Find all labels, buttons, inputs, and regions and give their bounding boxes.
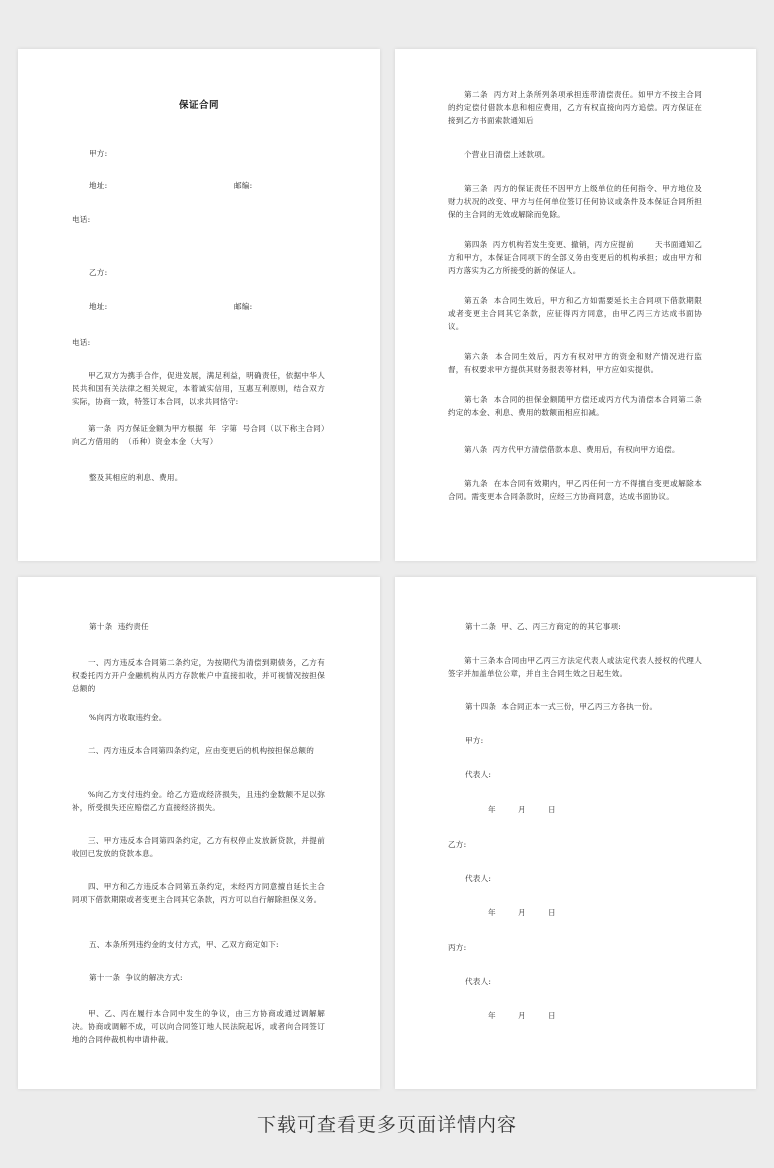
signature-party-c-label: 丙方: bbox=[448, 943, 467, 952]
document-page-4 bbox=[395, 577, 756, 1089]
article-9: 第九条 在本合同有效期内，甲乙丙任何一方不得擅自变更或解除本合同。需变更本合同条款时，应经三方协商同意，达成书面协议。 bbox=[448, 479, 702, 501]
article-10-clause-2: 二、丙方违反本合同第四条约定，应由变更后的机构按担保总额的 bbox=[88, 746, 315, 755]
party-b-label: 乙方: bbox=[89, 268, 108, 277]
party-a-postcode-label: 邮编: bbox=[234, 181, 253, 190]
article-11-title: 第十一条 争议的解决方式: bbox=[89, 973, 183, 982]
article-10-clause-5: 五、本条所列违约金的支付方式，甲、乙双方商定如下: bbox=[89, 940, 279, 949]
document-page-2 bbox=[395, 49, 756, 561]
party-b-postcode-label: 邮编: bbox=[234, 302, 253, 311]
article-13: 第十三条本合同由甲乙丙三方法定代表人或法定代表人授权的代理人签字并加盖单位公章，并自主合同生效之日起生效。 bbox=[448, 656, 702, 678]
party-a-date-year: 年 bbox=[488, 805, 496, 814]
party-b-date-year: 年 bbox=[488, 908, 496, 917]
party-a-label: 甲方: bbox=[89, 149, 108, 158]
article-5: 第五条 本合同生效后，甲方和乙方如需要延长主合同项下借款期限或者变更主合同其它条款，应征得丙方同意，由甲乙丙三方达成书面协议。 bbox=[448, 296, 702, 331]
article-6: 第六条 本合同生效后，丙方有权对甲方的资金和财产情况进行监督，有权要求甲方提供其财务报表等材料，甲方应如实提供。 bbox=[448, 352, 702, 374]
party-c-date-day: 日 bbox=[548, 1011, 556, 1020]
article-10-clause-2-continuation: %向乙方支付违约金。给乙方造成经济损失，且违约金数额不足以弥补，所受损失还应赔偿乙方直接经济损失。 bbox=[72, 790, 325, 812]
party-a-date-month: 月 bbox=[518, 805, 526, 814]
article-10-clause-4: 四、甲方和乙方违反本合同第五条约定，未经丙方同意擅自延长主合同项下借款期限或者变更主合同其它条款，丙方可以自行解除担保义务。 bbox=[72, 882, 325, 904]
article-3: 第三条 丙方的保证责任不因甲方上级单位的任何指令、甲方地位及财力状况的改变、甲方与任何单位签订任何协议或条件及本保证合同所担保的主合同的无效或解除而免除。 bbox=[448, 184, 702, 219]
party-b-address-label: 地址: bbox=[89, 302, 108, 311]
article-10-clause-1-continuation: %向丙方收取违约金。 bbox=[89, 713, 167, 722]
party-b-phone-label: 电话: bbox=[72, 338, 91, 347]
download-more-pages-caption: 下载可查看更多页面详情内容 bbox=[256, 1114, 517, 1136]
article-1-continuation: 整及其相应的利息、费用。 bbox=[89, 473, 183, 482]
article-4: 第四条 丙方机构若发生变更、撤销，丙方应提前 天书面通知乙方和甲方，本保证合同项下的全部义务由变更后的机构承担；或由甲方和丙方落实为乙方所接受的新的保证人。 bbox=[448, 240, 702, 275]
article-10-clause-1: 一、丙方违反本合同第二条约定，为按期代为清偿到期债务，乙方有权委托丙方开户金融机构从丙方存款帐户中直接扣收，并可视情况按担保总额的 bbox=[72, 658, 325, 693]
article-10-clause-3: 三、甲方违反本合同第四条约定，乙方有权停止发放新贷款，并提前收回已发放的贷款本息。 bbox=[72, 836, 325, 858]
document-page-3 bbox=[18, 577, 380, 1089]
party-a-address-label: 地址: bbox=[89, 181, 108, 190]
intro-paragraph: 甲乙双方为携手合作，促进发展，满足利益，明确责任，依据中华人民共和国有关法律之相关规定，本着诚实信用，互惠互利原则，结合双方实际，协商一致，特签订本合同，以求共同恪守: bbox=[72, 371, 325, 406]
article-2: 第二条 丙方对上条所列条项承担连带清偿责任。如甲方不按主合同的约定偿付借款本息和相应费用，乙方有权直接向丙方追偿。丙方保证在接到乙方书面索款通知后 bbox=[448, 90, 702, 125]
article-12: 第十二条 甲、乙、丙三方商定的的其它事项: bbox=[465, 622, 622, 631]
party-b-date-day: 日 bbox=[548, 908, 556, 917]
document-page-1 bbox=[18, 49, 380, 561]
signature-party-b-label: 乙方: bbox=[448, 840, 467, 849]
party-b-date-month: 月 bbox=[518, 908, 526, 917]
party-c-date-month: 月 bbox=[518, 1011, 526, 1020]
article-1: 第一条 丙方保证金额为甲方根据 年 字第 号合同（以下称主合同）向乙方借用的 （币种）资金本金（大写） bbox=[72, 424, 325, 446]
signature-party-a-label: 甲方: bbox=[465, 736, 484, 745]
party-a-representative-label: 代表人: bbox=[465, 770, 492, 779]
contract-title: 保证合同 bbox=[178, 100, 219, 111]
party-a-date-day: 日 bbox=[548, 805, 556, 814]
party-a-phone-label: 电话: bbox=[72, 215, 91, 224]
article-7: 第七条 本合同的担保金额随甲方偿还或丙方代为清偿本合同第二条约定的本金、利息、费用的数额而相应扣减。 bbox=[448, 395, 702, 417]
party-b-representative-label: 代表人: bbox=[465, 874, 492, 883]
article-10-title: 第十条 违约责任 bbox=[89, 622, 149, 631]
party-c-date-year: 年 bbox=[488, 1011, 496, 1020]
article-11-text: 甲、乙、丙在履行本合同中发生的争议，由三方协商或通过调解解决。协商或调解不成，可以向合同签订地人民法院起诉，或者向合同签订地的合同仲裁机构申请仲裁。 bbox=[72, 1009, 325, 1044]
article-14: 第十四条 本合同正本一式三份，甲乙丙三方各执一份。 bbox=[465, 702, 658, 711]
party-c-representative-label: 代表人: bbox=[465, 977, 492, 986]
article-2-continuation: 个营业日清偿上述款项。 bbox=[464, 150, 550, 159]
article-8: 第八条 丙方代甲方清偿借款本息、费用后，有权向甲方追偿。 bbox=[464, 445, 680, 454]
